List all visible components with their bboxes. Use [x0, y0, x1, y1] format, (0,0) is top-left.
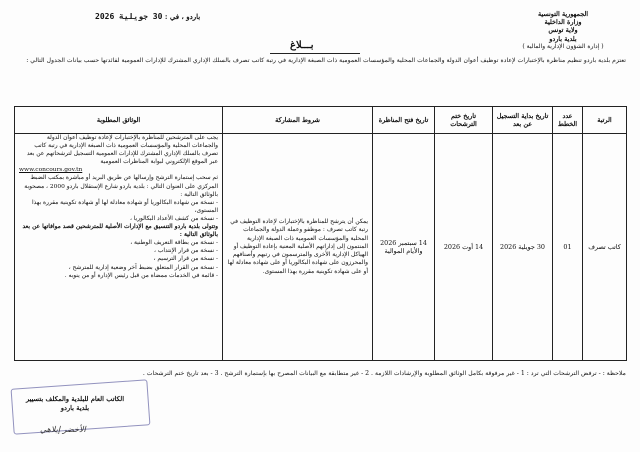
- header-line: وزارة الداخلية: [544, 18, 582, 27]
- docs-paragraph-bold: وتتولى بلدية باردو التنسيق مع الإدارات الأصلية للمترشحين قصد موافاتها عن بعد بالوثائق التالية :: [22, 223, 218, 239]
- cell-open: 14 سبتمبر 2026 والأيام الموالية: [373, 134, 435, 361]
- header-line: الجمهورية التونسية: [537, 10, 589, 18]
- note-paragraph: ملاحظة : - ترفض الترشحات التي ترد : 1 - غير مرفوقة بكامل الوثائق المطلوبة والإرشادات اللازمة . 2 - غير متطابقة مع البيانات المصرح بها بإستمارة الترشح . 3 - بعد تاريخ ختم الترشحات .: [142, 370, 626, 377]
- cell-docs: [15, 134, 223, 361]
- place-date-label: باردو ، في :: [164, 12, 201, 21]
- document-title: بـــلاغ: [290, 40, 314, 51]
- col-header-conditions: شروط المشاركة: [223, 107, 373, 134]
- cell-reg-start: 30 جويلية 2026: [493, 134, 553, 361]
- docs-item: - قائمة في الخدمات ممضاة من قبل رئيس الإدارة أو من ينوبه .: [64, 272, 218, 279]
- docs-item: - نسخة من بطاقة التعريف الوطنية ،: [130, 240, 218, 247]
- docs-paragraph: ثم سحب إستمارة الترشح وإرسالها عن طريق البريد أو مباشرة بمكتب الضبط المركزي على العنوان التالي : بلدية باردو شارع الإستقلال باردو 2000 ، مصحوبة بالوثائق التالية :: [24, 175, 218, 198]
- col-header-close: تاريخ ختم الترشحات: [435, 107, 493, 134]
- signature-block: [20, 395, 130, 413]
- cell-rank: كاتب تصرف: [583, 134, 627, 361]
- cell-conditions: يمكن أن يترشح للمناظرة بالإختبارات لإعادة التوظيف في رتبة كاتب تصرف : موظفو وعملة الدولة والجماعات المحلية والمؤسسات العمومية ذات الصبغة الإدارية المنتمون إلى إداراتهم الأصلية المعنية بإعادة التوظيف أو الهياكل الإدارية الأخرى والمترسمون في رتبهم وأصنافهم والمحرزون على شهادة البكالوريا أو على شهادة معادلة لها أو على شهادة تكوينية مقررة بهذا المستوى.: [223, 134, 373, 361]
- title-underline: [270, 53, 360, 54]
- header-line: ولاية تونس: [548, 26, 578, 35]
- docs-item: - نسخة من قرار الترسيم ،: [153, 256, 218, 263]
- cell-close: 14 أوت 2026: [435, 134, 493, 361]
- date-value: 30 جويلية 2026: [95, 12, 163, 21]
- col-header-open: تاريخ فتح المناظرة: [373, 107, 435, 134]
- intro-paragraph: تعتزم بلدية باردو تنظيم مناظرة بالإختبارات لإعادة توظيف أعوان الدولة والجماعات المحلية والمؤسسات العمومية ذات الصبغة الإدارية في رتبة كاتب تصرف بالسلك الإداري المشترك للإدارات العمومية لفائدتها حسب بيانات الجدول التالي :: [26, 57, 626, 64]
- docs-paragraph: يجب على المترشحين للمناظرة بالإختبارات لإعادة توظيف أعوان الدولة والجماعات المحلية والمؤسسات العمومية ذات الصبغة الإدارية في رتبة كاتب تصرف بالسلك الإداري المشترك للإدارات العمومية التسجيل لترشحاتهم عن بعد عبر الموقع الإلكتروني لبوابة المناظرات العمومية: [26, 135, 218, 166]
- table-row: [15, 134, 627, 361]
- docs-item: - نسخة من شهادة البكالوريا أو شهادة معادلة لها أو شهادة تكوينية مقررة بهذا المستوى،: [32, 199, 218, 214]
- header-line: ( إدارة الشؤون الإدارية والمالية ): [522, 42, 604, 50]
- header-date: [95, 12, 200, 21]
- col-header-reg-start: تاريخ بداية التسجيل عن بعد: [493, 107, 553, 134]
- docs-item: - نسخة من قرار الإنتداب ،: [154, 248, 218, 255]
- signature-title: الكاتب العام للبلدية والمكلف بتسيير بلدية باردو: [25, 395, 125, 412]
- docs-item: - نسخة من كشف الأعداد البكالوريا ،: [129, 215, 218, 222]
- cell-count: 01: [553, 134, 583, 361]
- col-header-docs: الوثائق المطلوبة: [15, 107, 223, 134]
- col-header-rank: الرتبة: [583, 107, 627, 134]
- handwritten-signature: الأخضر إيلاهي: [40, 425, 86, 434]
- col-header-count: عدد الخطط: [553, 107, 583, 134]
- docs-website-link[interactable]: www.concours.gov.tn: [19, 167, 83, 174]
- header-line: بلدية باردو: [549, 34, 577, 43]
- competition-table: [14, 106, 627, 361]
- table-header-row: [15, 107, 627, 134]
- docs-item: - نسخة من القرار المتعلق بضبط آخر وضعية إدارية للمترشح ،: [68, 264, 218, 271]
- header-institution: [508, 10, 618, 51]
